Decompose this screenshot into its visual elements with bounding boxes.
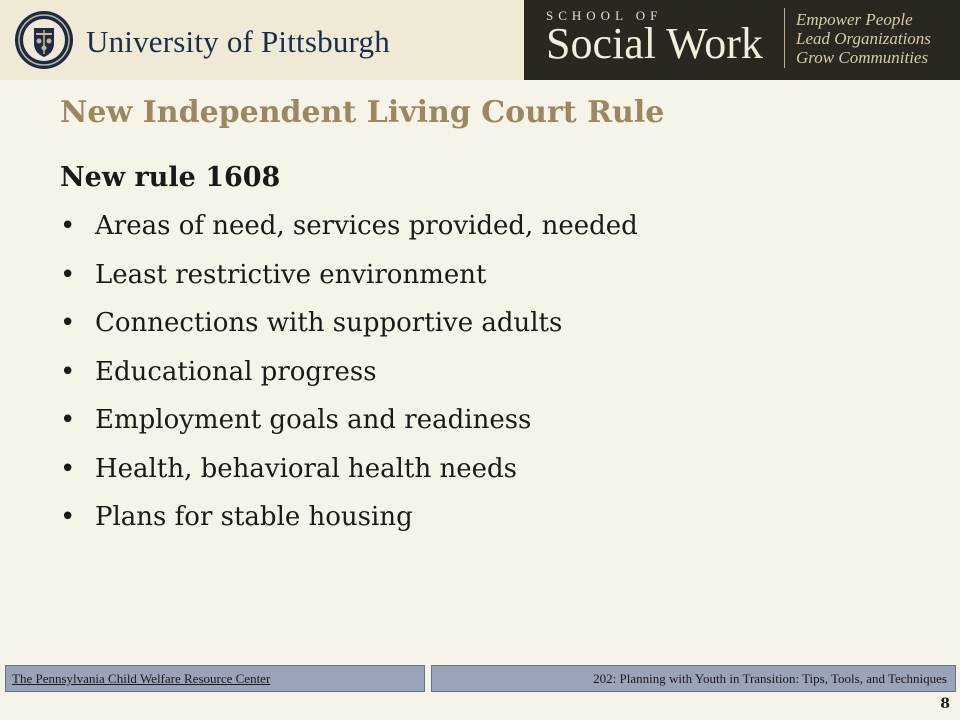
bullet-text: Educational progress xyxy=(95,356,377,387)
bullet-text: Least restrictive environment xyxy=(95,259,487,290)
tagline-line: Grow Communities xyxy=(796,48,929,67)
bullet-text: Connections with supportive adults xyxy=(95,308,563,338)
university-seal-icon xyxy=(14,10,74,70)
footer-course-title: 202: Planning with Youth in Transition: Tips, Tools, and Techniques xyxy=(593,671,947,686)
slide-header xyxy=(0,0,960,80)
footer-organization-link[interactable]: The Pennsylvania Child Welfare Resource Center xyxy=(12,671,271,686)
bullet-text: Health, behavioral health needs xyxy=(95,453,517,484)
page-number: 8 xyxy=(940,696,950,712)
bullet-marker: • xyxy=(60,211,76,241)
school-name: Social Work xyxy=(546,19,763,68)
school-tagline xyxy=(796,10,931,67)
university-banner xyxy=(0,0,524,80)
tagline-line: Lead Organizations xyxy=(796,29,931,48)
tagline-line: Empower People xyxy=(796,10,913,29)
banner-divider xyxy=(784,8,785,68)
footer-course-bar xyxy=(431,665,956,692)
university-name: University of Pittsburgh xyxy=(86,24,390,59)
bullet-marker: • xyxy=(60,453,76,484)
bullet-marker: • xyxy=(60,502,76,532)
bullet-marker: • xyxy=(60,405,76,435)
bullet-text: Plans for stable housing xyxy=(95,502,413,532)
bullet-marker: • xyxy=(60,356,76,387)
slide-subheading: New rule 1608 xyxy=(60,162,281,193)
footer-organization-bar xyxy=(5,665,425,692)
slide-title: New Independent Living Court Rule xyxy=(60,95,665,130)
bullet-marker: • xyxy=(60,259,76,290)
bullet-text: Employment goals and readiness xyxy=(95,405,532,435)
bullet-marker: • xyxy=(60,308,76,338)
bullet-text: Areas of need, services provided, needed xyxy=(95,211,638,241)
school-of-label: SCHOOL OF xyxy=(546,8,663,23)
